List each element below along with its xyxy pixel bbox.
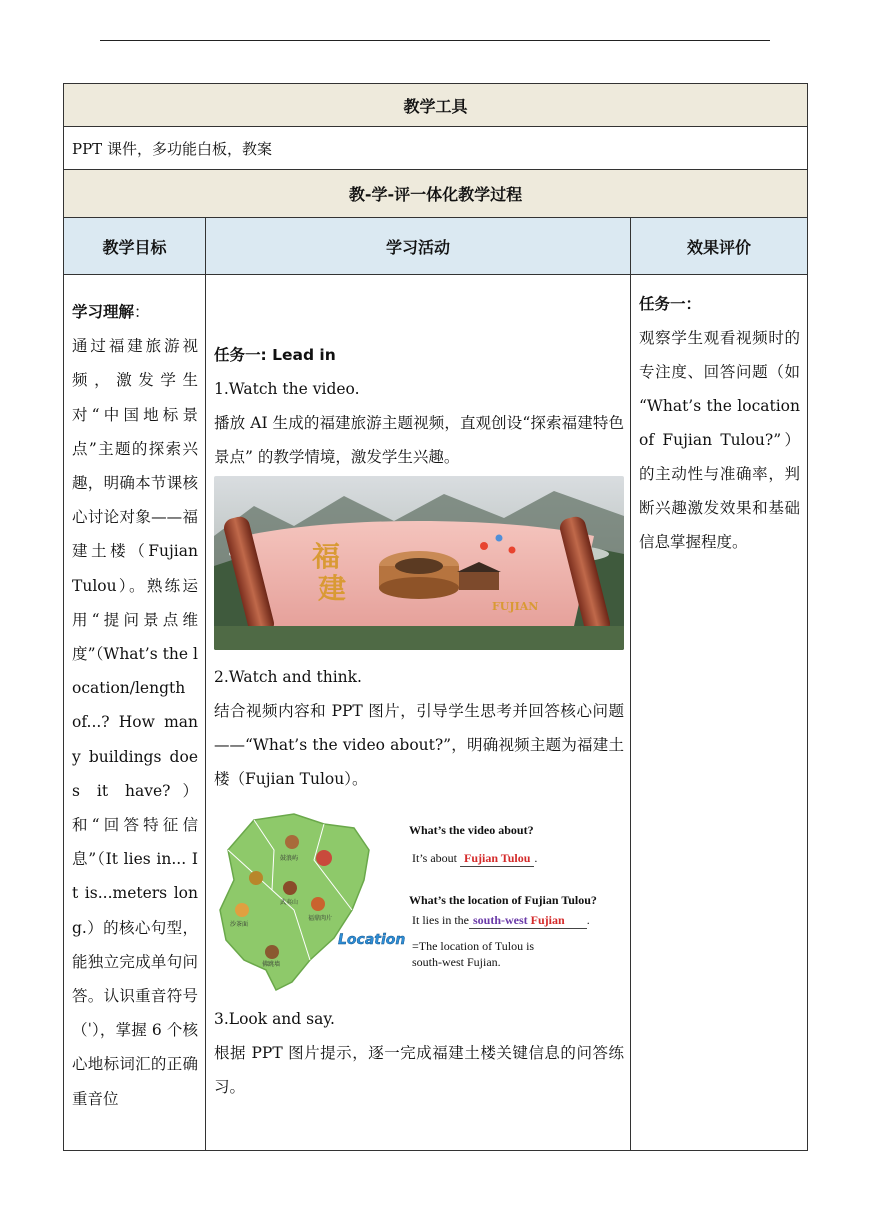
task-title: 任务一: Lead in bbox=[214, 346, 336, 364]
map-location-word: Location bbox=[338, 932, 406, 948]
ppt-answer-3-line1: =The location of Tulou is bbox=[412, 939, 535, 953]
ppt-question-1: What’s the video about? bbox=[409, 823, 534, 837]
image-label: FUJIAN bbox=[492, 600, 539, 613]
step3-description: 根据 PPT 图片提示，逐一完成福建土楼关键信息的问答练习。 bbox=[214, 1044, 624, 1096]
ppt-answer-1: Fujian Tulou bbox=[460, 850, 534, 867]
ppt-answer-1-prefix: It’s about bbox=[412, 851, 460, 865]
activity-cell bbox=[206, 275, 631, 1151]
map-label-0: 鼓浪屿 bbox=[280, 855, 299, 862]
column-header-evaluation: 效果评价 bbox=[631, 218, 808, 275]
tools-header: 教学工具 bbox=[64, 84, 808, 127]
ppt-text bbox=[409, 810, 629, 996]
map-label-2: 福鼎肉片 bbox=[308, 915, 333, 922]
ppt-answer-2-part1: south-west bbox=[473, 913, 528, 927]
ppt-answer-2-prefix: It lies in the bbox=[412, 913, 469, 927]
process-header: 教-学-评一体化教学过程 bbox=[64, 170, 808, 218]
image-char-1: 福 bbox=[312, 540, 341, 573]
map-label-3: 沙茶面 bbox=[230, 921, 249, 928]
image-char-2: 建 bbox=[318, 572, 347, 605]
map-label-4: 佛跳墙 bbox=[262, 961, 281, 968]
fujian-scroll-image bbox=[214, 476, 624, 650]
evaluation-cell bbox=[631, 275, 808, 1151]
goal-cell bbox=[64, 275, 206, 1151]
fujian-map bbox=[214, 810, 414, 996]
column-header-activity: 学习活动 bbox=[206, 218, 631, 275]
ppt-question-2: What’s the location of Fujian Tulou? bbox=[409, 893, 597, 907]
step2-description: 结合视频内容和 PPT 图片，引导学生思考并回答核心问题 ——“What’s the video about?”，明确视频主题为福建土楼（Fujian Tulou）。 bbox=[214, 702, 624, 788]
step3-title: 3.Look and say. bbox=[214, 1010, 335, 1028]
step1-title: 1.Watch the video. bbox=[214, 380, 360, 398]
header-rule bbox=[100, 40, 770, 41]
map-label-1: 武夷山 bbox=[280, 899, 299, 906]
ppt-slide bbox=[214, 810, 624, 996]
goal-label: 学习理解 bbox=[72, 303, 135, 321]
lesson-plan-table bbox=[63, 83, 808, 1151]
evaluation-title: 任务一： bbox=[639, 295, 702, 313]
goal-label-colon: ： bbox=[134, 303, 150, 321]
ppt-answer-1-suffix: . bbox=[534, 851, 538, 865]
goal-text: 通过福建旅游视频，激发学生对“中国地标景点”主题的探索兴趣，明确本节课核心讨论对象——福建土楼（Fujian Tulou）。熟练运用“提问景点维度”（What’s the location/length of...? How many buildings does it have?）和“回答特征信息”（It lies in... It is...meters long.）的核心句型，能独立完成单句问答。认识重音符号（ˈ），掌握 6 个核心地标词汇的正确重音位 bbox=[72, 337, 198, 1108]
ppt-answer-2-part2: Fujian bbox=[530, 913, 565, 927]
step1-description: 播放 AI 生成的福建旅游主题视频，直观创设“探索福建特色景点” 的教学情境，激发学生兴趣。 bbox=[214, 414, 624, 466]
step2-title: 2.Watch and think. bbox=[214, 668, 362, 686]
ppt-answer-3-line2: south-west Fujian. bbox=[412, 955, 501, 969]
tools-content: PPT 课件，多功能白板，教案 bbox=[64, 127, 808, 170]
ppt-answer-2-suffix: . bbox=[586, 913, 590, 927]
evaluation-text: 观察学生观看视频时的专注度、回答问题（如 “What’s the location of Fujian Tulou?”）的主动性与准确率，判断兴趣激发效果和基础信息掌握程度。 bbox=[639, 329, 800, 551]
column-header-goal: 教学目标 bbox=[64, 218, 206, 275]
